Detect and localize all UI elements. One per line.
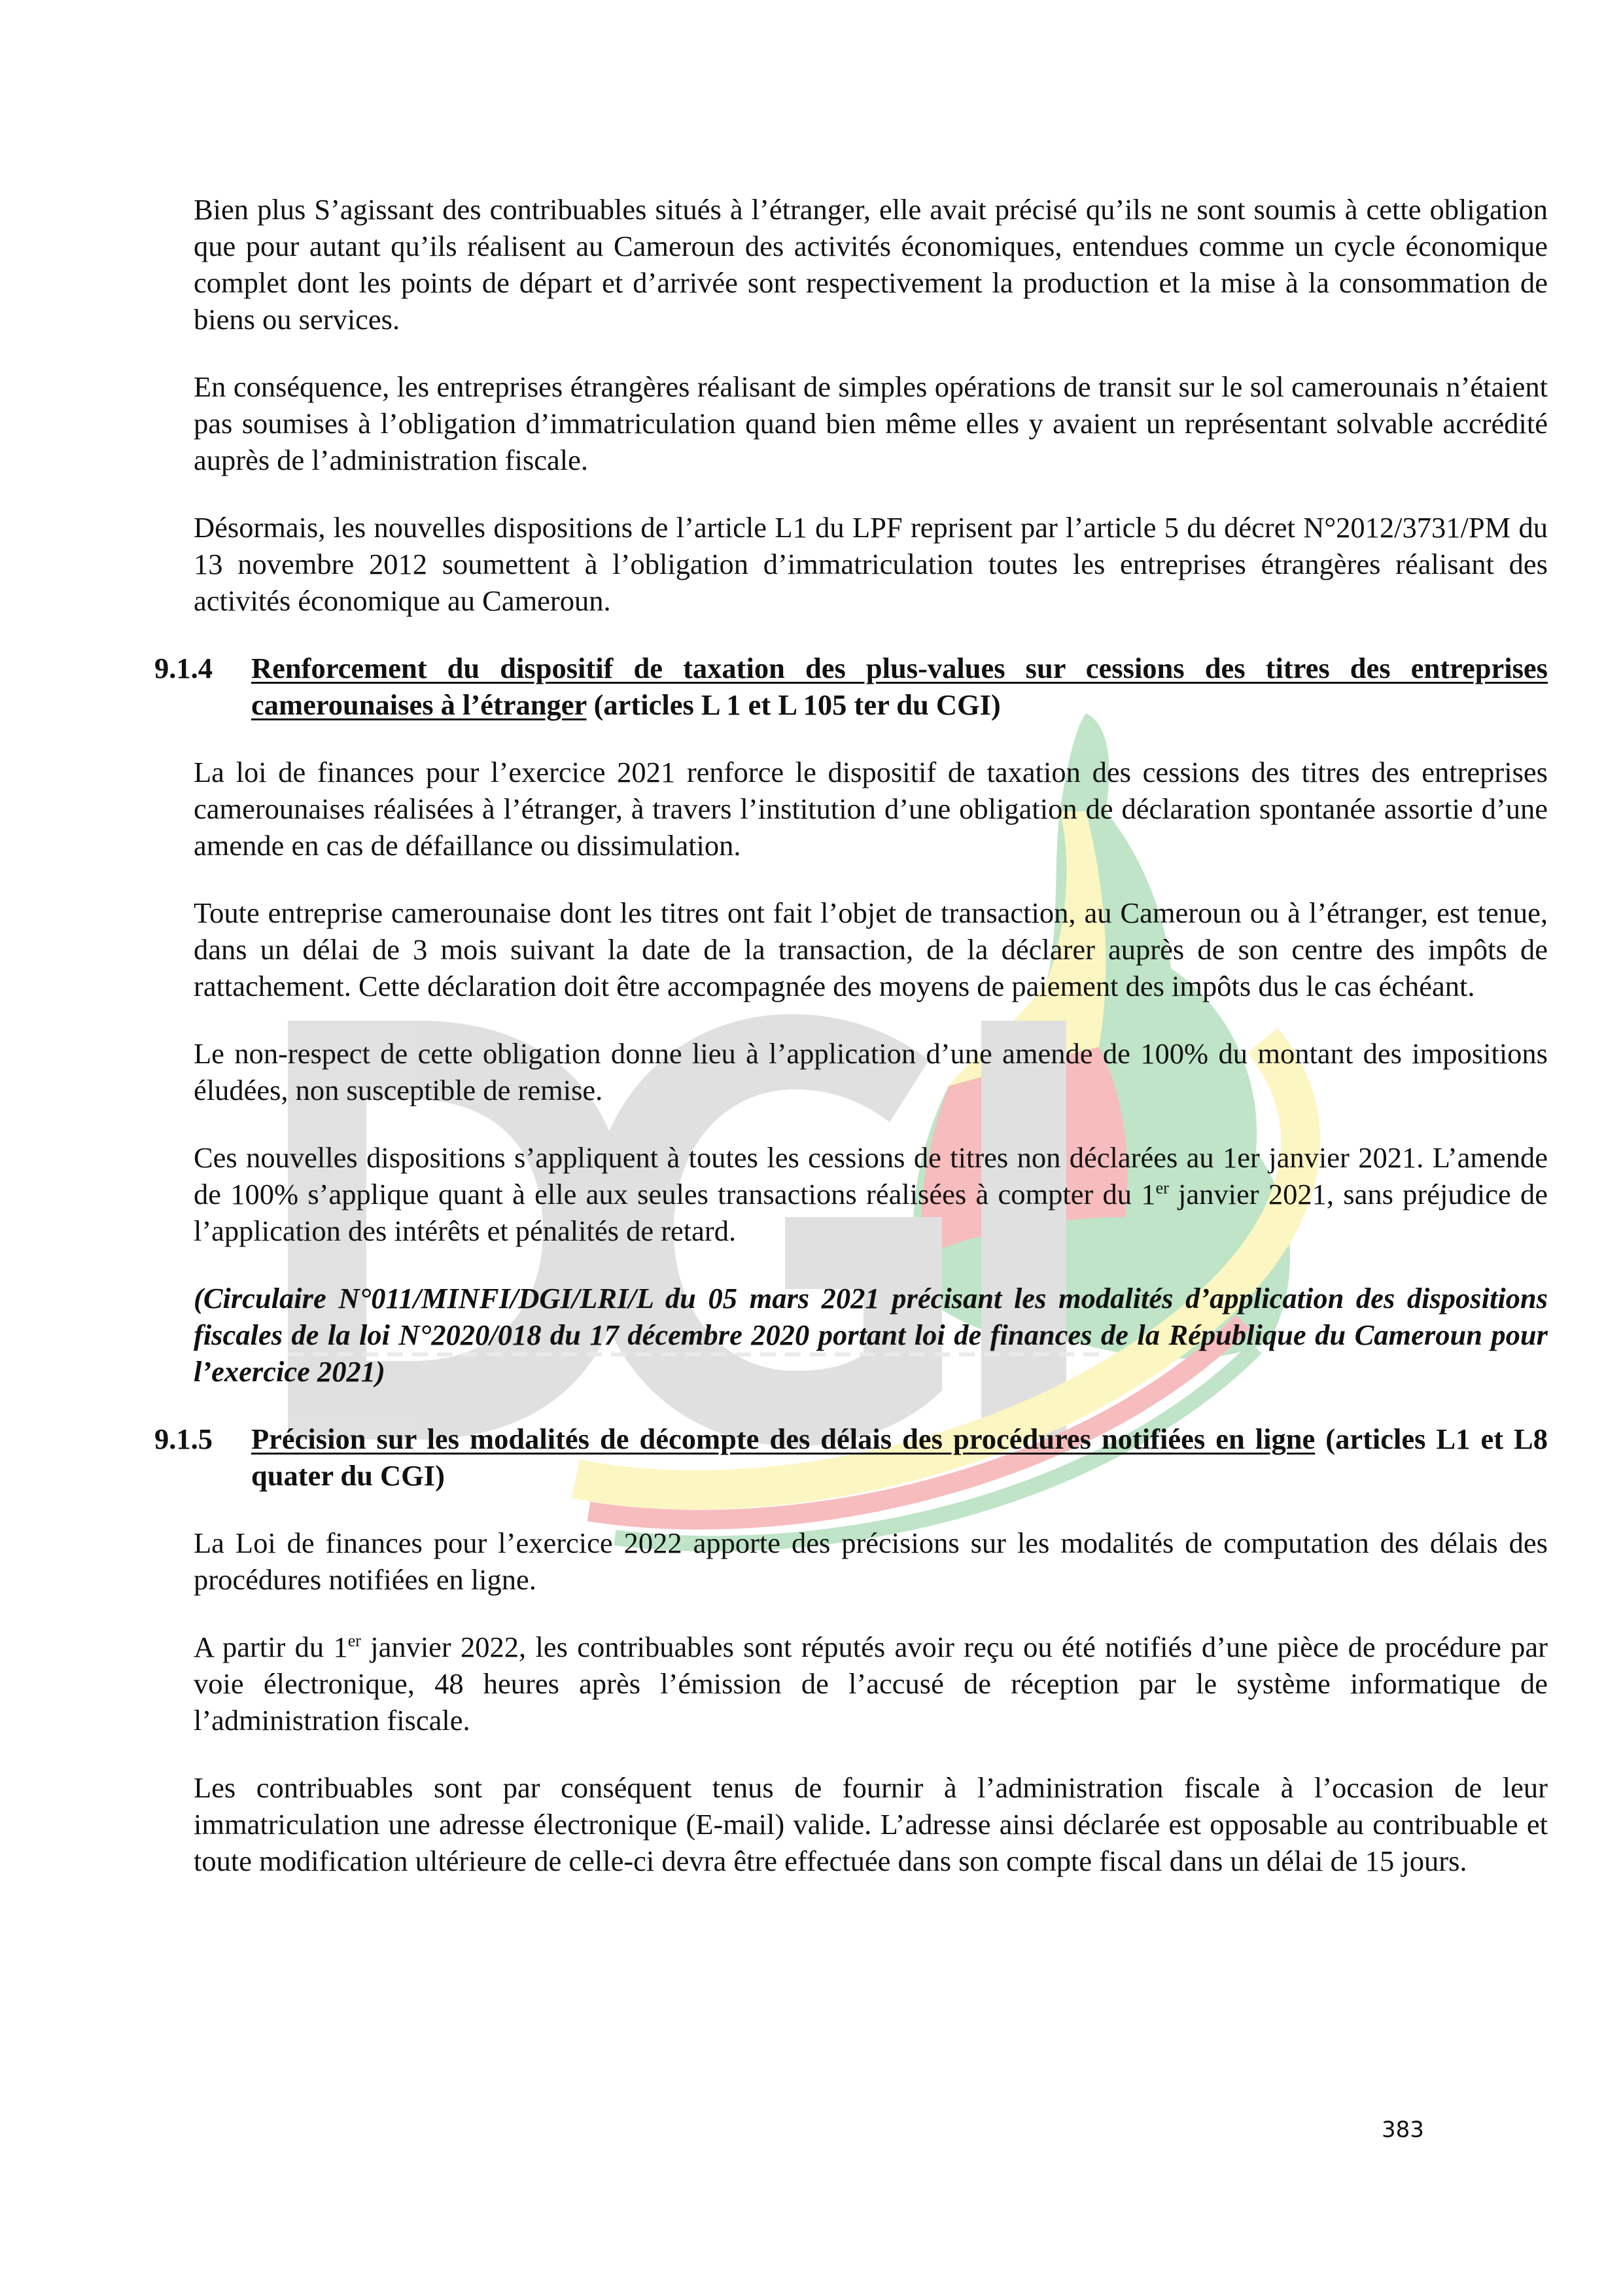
section-title xyxy=(251,1421,1548,1494)
paragraph: Les contribuables sont par conséquent tenus de fournir à l’administration fiscale à l’occasion de leur immatriculation une adresse électronique (E-mail) valide. L’adresse ainsi déclarée est opposable au contribuable et toute modification ultérieure de celle-ci devra être effectuée dans son compte fiscal dans un délai de 15 jours. xyxy=(194,1771,1548,1877)
paragraph: Toute entreprise camerounaise dont les titres ont fait l’objet de transaction, au Cameroun ou à l’étranger, est tenue, dans un délai de 3 mois suivant la date de la transaction, de la déclarer auprès de son centre des impôts de rattachement. Cette déclaration doit être accompagnée des moyens de paiement des impôts dus le cas échéant. xyxy=(194,896,1548,1002)
paragraph: Le non-respect de cette obligation donne lieu à l’application d’une amende de 100% du montant des impositions éludées, non susceptible de remise. xyxy=(194,1037,1548,1106)
paragraph: La loi de finances pour l’exercice 2021 renforce le dispositif de taxation des cessions des titres des entreprises camerounaises réalisées à l’étranger, à travers l’institution d’une obligation de déclaration spontanée assortie d’une amende en cas de défaillance ou dissimulation. xyxy=(194,756,1548,862)
page-number: 383 xyxy=(1382,2117,1424,2143)
paragraph xyxy=(194,1139,1548,1249)
paragraph: Désormais, les nouvelles dispositions de l’article L1 du LPF reprisent par l’article 5 du décret N°2012/3731/PM du 13 novembre 2012 soumettent à l’obligation d’immatriculation toutes les entreprises étrangères réalisant des activités économique au Cameroun. xyxy=(194,511,1548,617)
paragraph: La Loi de finances pour l’exercice 2022 apporte des précisions sur les modalités de computation des délais des procédures notifiées en ligne. xyxy=(194,1527,1548,1596)
paragraph: Bien plus S’agissant des contribuables situés à l’étranger, elle avait précisé qu’ils ne sont soumis à cette obligation que pour autant qu’ils réalisent au Cameroun des activités économiques, entendues comme un cycle économique complet dont les points de départ et d’arrivée sont respectivement la production et la mise à la consommation de biens ou services. xyxy=(194,193,1548,336)
paragraph-text: A partir du 1 xyxy=(194,1631,348,1663)
section-title-articles: (articles L 1 et L 105 ter du CGI) xyxy=(586,688,1001,721)
paragraph-text: Ces nouvelles dispositions s’appliquent à toutes les cessions de titres non déclarées au 1er janvier 2021. L’amende de 100% s’applique quant à elle aux seules transactions réalisées à compter du 1 xyxy=(194,1141,1548,1210)
paragraph-text: janvier 2021, sans préjudice de l’application des intérêts et pénalités de retard. xyxy=(194,1178,1548,1247)
superscript: er xyxy=(347,1631,361,1651)
section-heading-9-1-5 xyxy=(154,1421,1548,1494)
circular-citation: (Circulaire N°011/MINFI/DGI/LRI/L du 05 mars 2021 précisant les modalités d’application des dispositions fiscales de la loi N°2020/018 du 17 décembre 2020 portant loi de finances de la République du Cameroun pour l’exercice 2021) xyxy=(194,1282,1548,1388)
paragraph: En conséquence, les entreprises étrangères réalisant de simples opérations de transit sur le sol camerounais n’étaient pas soumises à l’obligation d’immatriculation quand bien même elles y avaient un représentant solvable accrédité auprès de l’administration fiscale. xyxy=(194,370,1548,476)
section-title-underlined: Précision sur les modalités de décompte des délais des procédures notifiées en ligne xyxy=(251,1422,1316,1455)
superscript: er xyxy=(1155,1178,1169,1198)
section-number: 9.1.5 xyxy=(154,1422,213,1455)
section-title-articles: (articles L1 et L8 quater du CGI) xyxy=(251,1422,1548,1492)
paragraph-text: janvier 2022, les contribuables sont réputés avoir reçu ou été notifiés d’une pièce de procédure par voie électronique, 48 heures après l’émission de l’accusé de réception par le système informatique de l’administration fiscale. xyxy=(194,1631,1548,1737)
section-heading-9-1-4 xyxy=(154,650,1548,723)
section-number: 9.1.4 xyxy=(154,652,213,684)
paragraph xyxy=(194,1629,1548,1739)
document-body xyxy=(154,191,1548,1879)
section-title xyxy=(251,650,1548,723)
section-title-underlined: Renforcement du dispositif de taxation des plus-values sur cessions des titres des entreprises camerounaises à l’étranger xyxy=(251,652,1548,721)
